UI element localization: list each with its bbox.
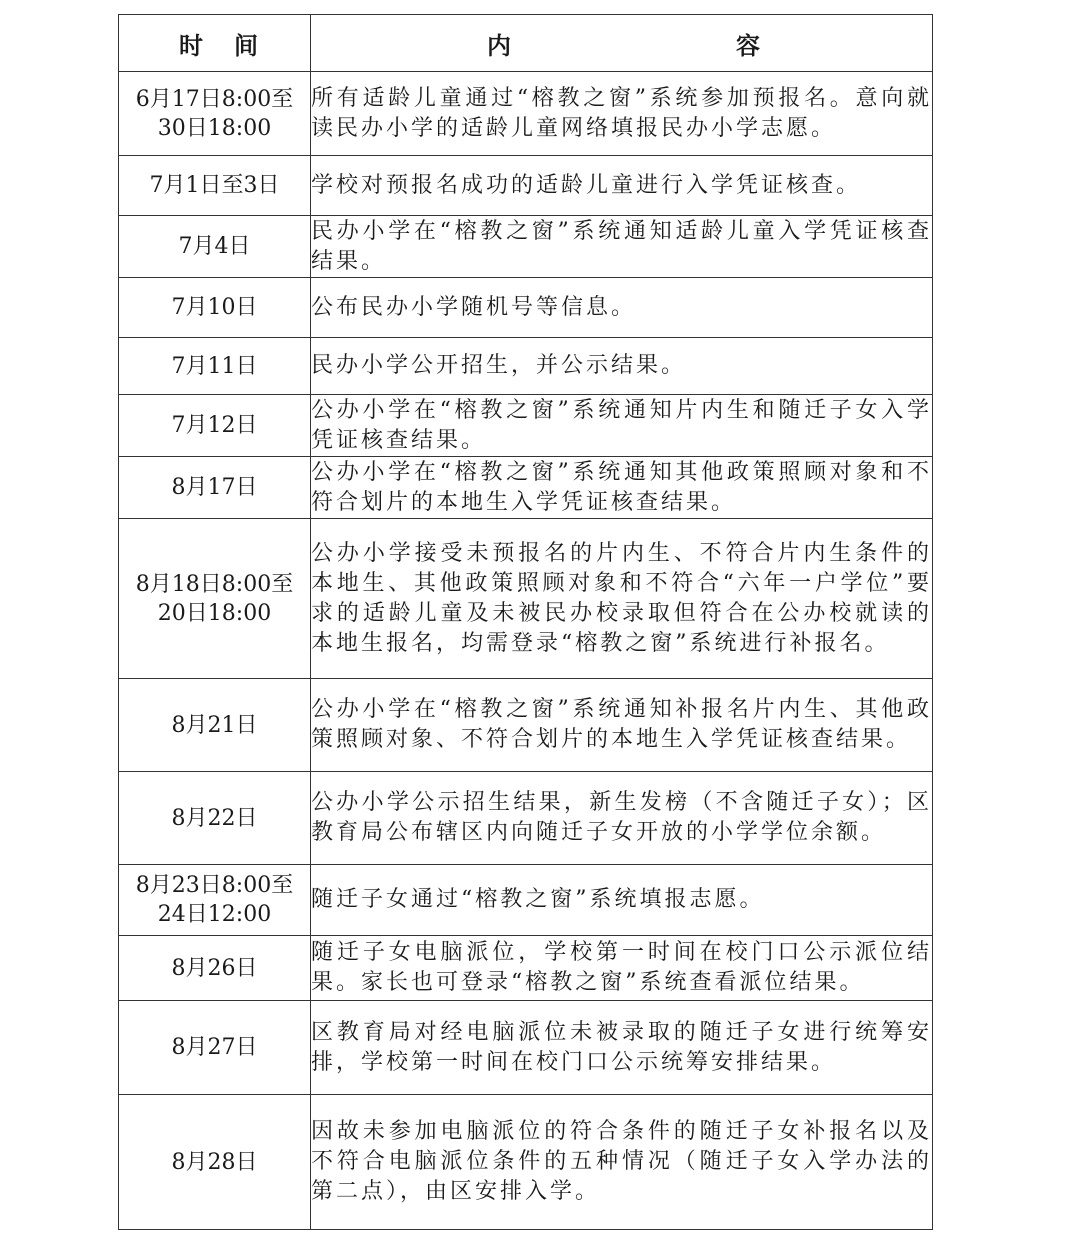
row-content: 随迁子女电脑派位，学校第一时间在校门口公示派位结果。家长也可登录“榕教之窗”系统查看派位结果。 (311, 936, 933, 1001)
table-row (119, 679, 933, 772)
row-content: 公办小学公示招生结果，新生发榜（不含随迁子女）；区教育局公布辖区内向随迁子女开放的小学学位余额。 (311, 772, 933, 865)
row-time: 7月10日 (119, 278, 311, 338)
row-time: 7月11日 (119, 338, 311, 395)
row-content: 公办小学在“榕教之窗”系统通知补报名片内生、其他政策照顾对象、不符合划片的本地生入学凭证核查结果。 (311, 679, 933, 772)
table-row (119, 865, 933, 936)
row-content: 公办小学在“榕教之窗”系统通知片内生和随迁子女入学凭证核查结果。 (311, 395, 933, 457)
row-content: 民办小学在“榕教之窗”系统通知适龄儿童入学凭证核查结果。 (311, 216, 933, 278)
row-time: 8月17日 (119, 457, 311, 519)
table-row (119, 156, 933, 216)
row-time: 8月21日 (119, 679, 311, 772)
row-content: 公办小学在“榕教之窗”系统通知其他政策照顾对象和不符合划片的本地生入学凭证核查结果。 (311, 457, 933, 519)
row-time: 8月22日 (119, 772, 311, 865)
table-header-row (119, 15, 933, 72)
table-row (119, 772, 933, 865)
table-row (119, 1001, 933, 1095)
table-row (119, 936, 933, 1001)
row-content: 所有适龄儿童通过“榕教之窗”系统参加预报名。意向就读民办小学的适龄儿童网络填报民办小学志愿。 (311, 72, 933, 156)
table-row (119, 519, 933, 679)
row-content: 公办小学接受未预报名的片内生、不符合片内生条件的本地生、其他政策照顾对象和不符合“六年一户学位”要求的适龄儿童及未被民办校录取但符合在公办校就读的本地生报名，均需登录“榕教之窗”系统进行补报名。 (311, 519, 933, 679)
table-row (119, 338, 933, 395)
header-content-char-2: 容 (736, 31, 760, 60)
table-row (119, 1095, 933, 1230)
row-content: 公布民办小学随机号等信息。 (311, 278, 933, 338)
row-content: 民办小学公开招生，并公示结果。 (311, 338, 933, 395)
header-time-char-1: 时 (179, 31, 203, 60)
row-time: 7月4日 (119, 216, 311, 278)
row-content: 区教育局对经电脑派位未被录取的随迁子女进行统筹安排，学校第一时间在校门口公示统筹安排结果。 (311, 1001, 933, 1095)
row-time: 8月27日 (119, 1001, 311, 1095)
row-content: 随迁子女通过“榕教之窗”系统填报志愿。 (311, 865, 933, 936)
table-row (119, 216, 933, 278)
header-content-char-1: 内 (487, 31, 511, 60)
row-time: 7月1日至3日 (119, 156, 311, 216)
row-time: 8月28日 (119, 1095, 311, 1230)
header-time (119, 15, 311, 72)
header-time-char-2: 间 (234, 31, 258, 60)
row-time: 8月18日8:00至 20日18:00 (119, 519, 311, 679)
row-time: 7月12日 (119, 395, 311, 457)
enrollment-schedule-table (118, 14, 933, 1230)
row-time: 8月23日8:00至 24日12:00 (119, 865, 311, 936)
table-row (119, 395, 933, 457)
row-time: 8月26日 (119, 936, 311, 1001)
row-time: 6月17日8:00至 30日18:00 (119, 72, 311, 156)
row-content: 因故未参加电脑派位的符合条件的随迁子女补报名以及不符合电脑派位条件的五种情况（随迁子女入学办法的第二点），由区安排入学。 (311, 1095, 933, 1230)
table-row (119, 72, 933, 156)
header-content (311, 15, 933, 72)
row-content: 学校对预报名成功的适龄儿童进行入学凭证核查。 (311, 156, 933, 216)
table-row (119, 457, 933, 519)
table-row (119, 278, 933, 338)
